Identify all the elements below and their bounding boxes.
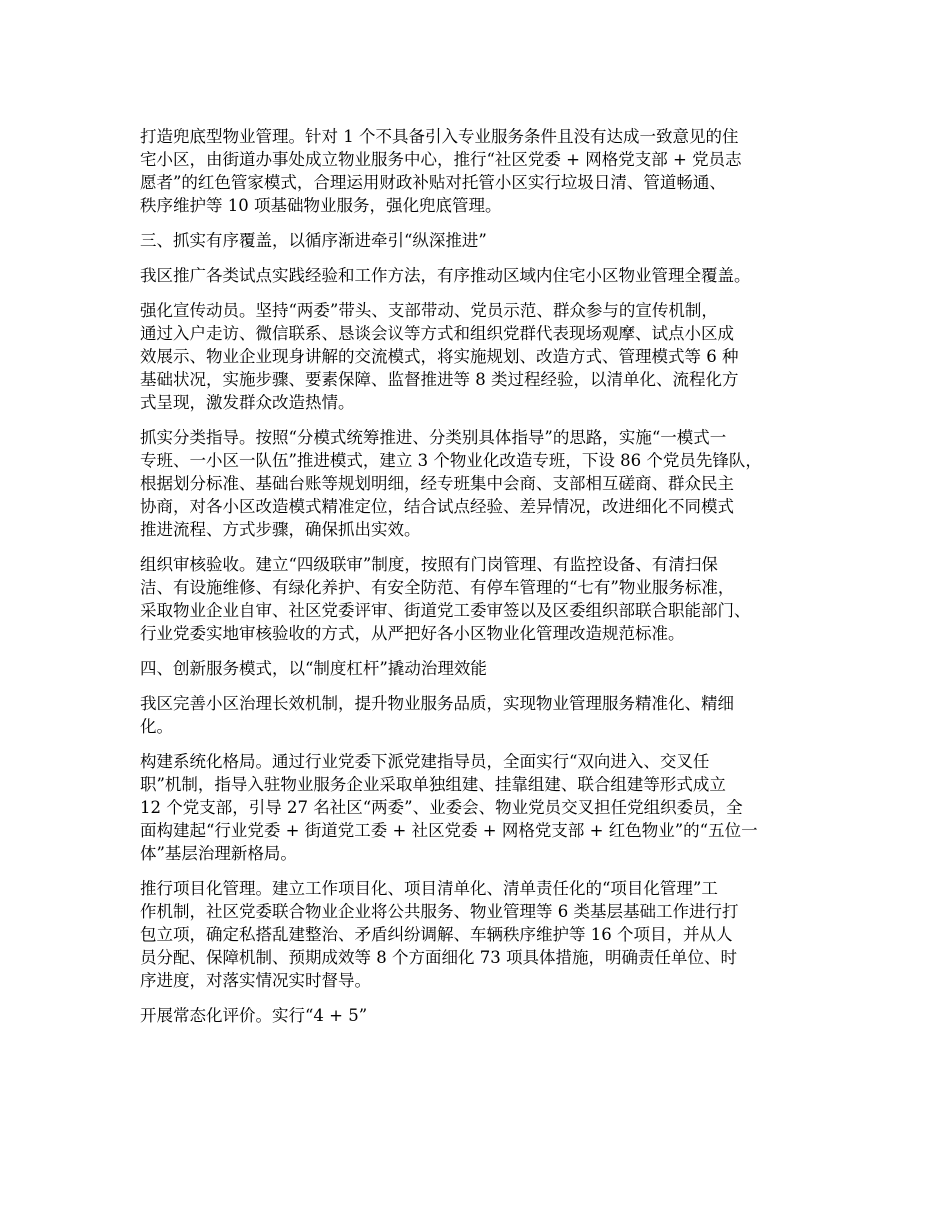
text-line: 推进流程、方式步骤，确保抓出实效。	[140, 520, 421, 539]
text-line: 开展常态化评价。实行“4 + 5”	[140, 1006, 368, 1025]
text-line: 包立项，确定私搭乱建整治、矛盾纠纷调解、车辆秩序维护等 16 个项目，并从人	[140, 925, 733, 944]
text-line: 基础状况，实施步骤、要素保障、监督推进等 8 类过程经验，以清单化、流程化方	[140, 370, 739, 389]
paragraph-section-4-intro	[140, 692, 830, 738]
text-line: 作机制，社区党委联合物业企业将公共服务、物业管理等 6 类基层基础工作进行打	[140, 902, 739, 921]
text-line: 专班、一小区一队伍”推进模式，建立 3 个物业化改造专班，下设 86 个党员先锋队，	[140, 451, 762, 470]
paragraph-xitonghua-geju	[140, 750, 830, 865]
document-page	[140, 125, 830, 1039]
text-line: 化。	[140, 717, 173, 736]
text-line: 12 个党支部，引导 27 名社区“两委”、业委会、物业党员交叉担任党组织委员，全	[140, 798, 743, 817]
text-line: 面构建起“行业党委 + 街道党工委 + 社区党委 + 网格党支部 + 红色物业”的“五位一	[140, 821, 758, 840]
text-line: 式呈现，激发群众改造热情。	[140, 393, 355, 412]
heading-text: 三、抓实有序覆盖，以循序渐进牵引“纵深推进”	[140, 231, 487, 250]
text-line: 秩序维护等 10 项基础物业服务，强化兜底管理。	[140, 196, 502, 215]
text-line: 根据划分标准、基础台账等规划明细，经专班集中会商、支部相互磋商、群众民主	[140, 474, 734, 493]
text-line: 协商，对各小区改造模式精准定位，结合试点经验、差异情况，改进细化不同模式	[140, 497, 734, 516]
text-line: 抓实分类指导。按照“分模式统筹推进、分类别具体指导”的思路，实施“一模式一	[140, 428, 727, 447]
text-line: 行业党委实地审核验收的方式，从严把好各小区物业化管理改造规范标准。	[140, 624, 685, 643]
text-line: 洁、有设施维修、有绿化养护、有安全防范、有停车管理的“七有”物业服务标准，	[140, 578, 735, 597]
text-line: 效展示、物业企业现身讲解的交流模式，将实施规划、改造方式、管理模式等 6 种	[140, 347, 739, 366]
text-line: 序进度，对落实情况实时督导。	[140, 971, 371, 990]
text-line: 强化宣传动员。坚持“两委”带头、支部带动、党员示范、群众参与的宣传机制，	[140, 301, 718, 320]
text-line: 员分配、保障机制、预期成效等 8 个方面细化 73 项具体措施，明确责任单位、时	[140, 948, 737, 967]
text-line: 通过入户走访、微信联系、恳谈会议等方式和组织党群代表现场观摩、试点小区成	[140, 324, 734, 343]
paragraph-fenlei-zhidao	[140, 426, 830, 541]
heading-text: 四、创新服务模式，以“制度杠杆”撬动治理效能	[140, 659, 487, 678]
text-line: 推行项目化管理。建立工作项目化、项目清单化、清单责任化的“项目化管理”工	[140, 879, 718, 898]
paragraph-xuanchuan-dongyuan	[140, 299, 830, 414]
paragraph-xiangmuhua-guanli	[140, 877, 830, 992]
section-heading-4	[140, 657, 830, 680]
paragraph-section-3-intro	[140, 264, 830, 287]
paragraph-changtaihua-pingjia	[140, 1004, 830, 1027]
section-heading-3	[140, 229, 830, 252]
text-line: 我区完善小区治理长效机制，提升物业服务品质，实现物业管理服务精准化、精细	[140, 694, 734, 713]
text-line: 体”基层治理新格局。	[140, 844, 297, 863]
paragraph-shenhe-yanshou	[140, 553, 830, 645]
text-line: 打造兜底型物业管理。针对 1 个不具备引入专业服务条件且没有达成一致意见的住	[140, 127, 739, 146]
text-line: 采取物业企业自审、社区党委评审、街道党工委审签以及区委组织部联合职能部门、	[140, 601, 751, 620]
text-line: 愿者”的红色管家模式，合理运用财政补贴对托管小区实行垃圾日清、管道畅通、	[140, 173, 726, 192]
text-line: 宅小区，由街道办事处成立物业服务中心，推行“社区党委 + 网格党支部 + 党员志	[140, 150, 742, 169]
text-line: 构建系统化格局。通过行业党委下派党建指导员，全面实行“双向进入、交叉任	[140, 752, 710, 771]
text-line: 职”机制，指导入驻物业服务企业采取单独组建、挂靠组建、联合组建等形式成立	[140, 775, 726, 794]
text-line: 我区推广各类试点实践经验和工作方法，有序推动区域内住宅小区物业管理全覆盖。	[140, 266, 751, 285]
paragraph-doudi-wuye	[140, 125, 830, 217]
text-line: 组织审核验收。建立“四级联审”制度，按照有门岗管理、有监控设备、有清扫保	[140, 555, 718, 574]
